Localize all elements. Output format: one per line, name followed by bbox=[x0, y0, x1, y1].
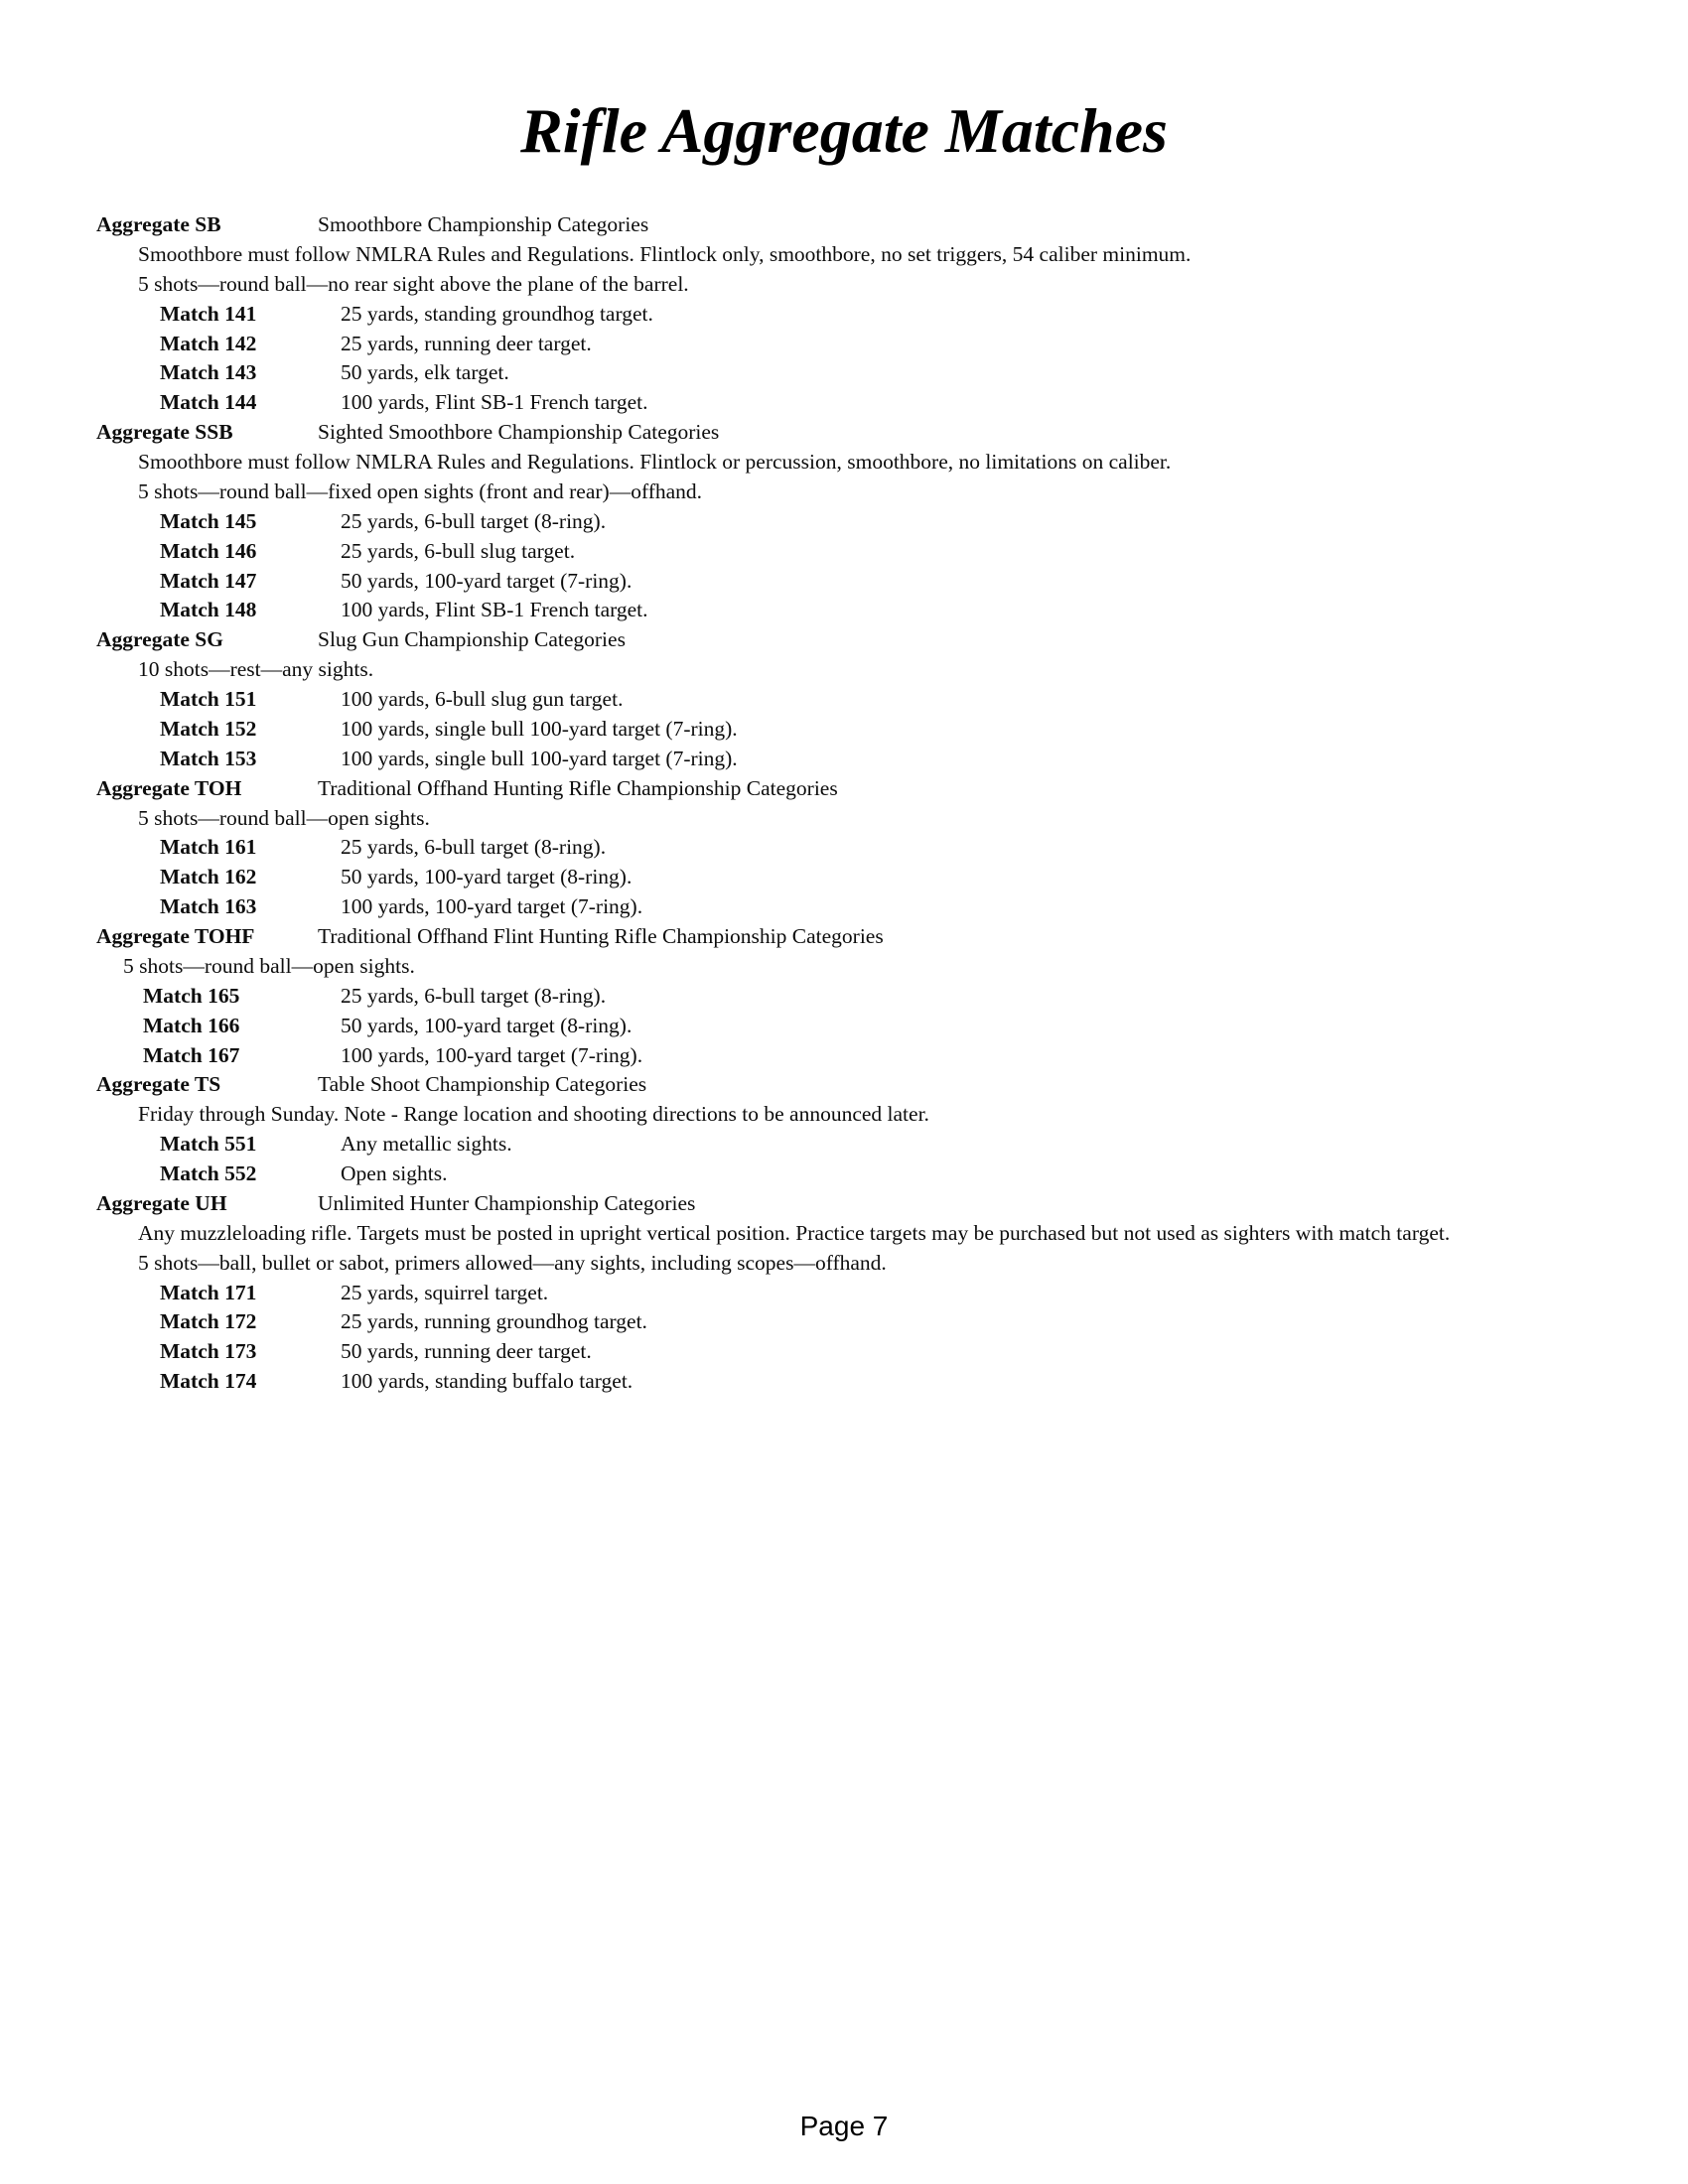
match-row bbox=[96, 300, 1645, 330]
section-code: Aggregate SSB bbox=[96, 420, 233, 445]
match-row bbox=[96, 537, 1645, 567]
match-label: Match 141 bbox=[160, 301, 257, 326]
match-row bbox=[96, 685, 1645, 715]
match-label: Match 166 bbox=[143, 1013, 240, 1037]
page-title: Rifle Aggregate Matches bbox=[520, 95, 1168, 166]
match-row bbox=[96, 1012, 1645, 1041]
match-row bbox=[96, 330, 1645, 359]
match-label: Match 174 bbox=[160, 1369, 257, 1394]
section-category: Slug Gun Championship Categories bbox=[318, 627, 626, 652]
match-label: Match 152 bbox=[160, 716, 257, 741]
match-label: Match 148 bbox=[160, 598, 257, 622]
section-note: 5 shots—round ball—open sights. bbox=[123, 953, 415, 978]
section-code: Aggregate TOH bbox=[96, 775, 242, 800]
match-row bbox=[96, 358, 1645, 388]
section-header bbox=[96, 1189, 1645, 1219]
match-label: Match 163 bbox=[160, 894, 257, 919]
section-code: Aggregate UH bbox=[96, 1190, 227, 1215]
match-desc: 100 yards, Flint SB-1 French target. bbox=[341, 598, 648, 622]
section-aggregate-sb bbox=[96, 210, 1645, 418]
match-desc: 50 yards, running deer target. bbox=[341, 1339, 592, 1364]
match-desc: 50 yards, 100-yard target (8-ring). bbox=[341, 1013, 633, 1037]
section-code: Aggregate TOHF bbox=[96, 924, 255, 948]
match-desc: 100 yards, 6-bull slug gun target. bbox=[341, 687, 624, 711]
match-row bbox=[96, 388, 1645, 418]
section-aggregate-toh bbox=[96, 774, 1645, 922]
section-note: Smoothbore must follow NMLRA Rules and Regulations. Flintlock only, smoothbore, no set triggers, 54 caliber minimum. bbox=[138, 241, 1192, 266]
section-header bbox=[96, 1070, 1645, 1100]
match-row bbox=[96, 745, 1645, 774]
match-row bbox=[96, 596, 1645, 625]
match-row bbox=[96, 1041, 1645, 1071]
section-note: 5 shots—round ball—fixed open sights (front and rear)—offhand. bbox=[138, 478, 703, 503]
match-desc: 50 yards, elk target. bbox=[341, 360, 509, 385]
match-desc: 50 yards, 100-yard target (8-ring). bbox=[341, 865, 633, 889]
match-desc: 25 yards, squirrel target. bbox=[341, 1280, 549, 1304]
section-aggregate-tohf bbox=[96, 922, 1645, 1070]
section-header bbox=[96, 774, 1645, 804]
match-label: Match 143 bbox=[160, 360, 257, 385]
match-desc: 25 yards, running deer target. bbox=[341, 331, 592, 355]
match-row bbox=[96, 1160, 1645, 1189]
section-note: Smoothbore must follow NMLRA Rules and Regulations. Flintlock or percussion, smoothbore, no limitations on caliber. bbox=[138, 450, 1172, 474]
match-label: Match 153 bbox=[160, 746, 257, 770]
section-code: Aggregate SB bbox=[96, 212, 221, 236]
match-label: Match 173 bbox=[160, 1339, 257, 1364]
section-header bbox=[96, 418, 1645, 448]
section-aggregate-ts bbox=[96, 1070, 1645, 1189]
section-header bbox=[96, 625, 1645, 655]
section-note: 5 shots—round ball—open sights. bbox=[138, 805, 430, 830]
match-label: Match 172 bbox=[160, 1309, 257, 1334]
match-label: Match 551 bbox=[160, 1132, 257, 1157]
section-code: Aggregate SG bbox=[96, 627, 223, 652]
match-row bbox=[96, 982, 1645, 1012]
match-label: Match 161 bbox=[160, 835, 257, 860]
match-label: Match 165 bbox=[143, 983, 240, 1008]
match-desc: Open sights. bbox=[341, 1161, 448, 1185]
section-category: Table Shoot Championship Categories bbox=[318, 1072, 647, 1097]
section-header bbox=[96, 210, 1645, 240]
match-desc: Any metallic sights. bbox=[341, 1132, 512, 1157]
section-note: 5 shots—round ball—no rear sight above the plane of the barrel. bbox=[138, 271, 689, 296]
match-label: Match 146 bbox=[160, 538, 257, 563]
match-label: Match 142 bbox=[160, 331, 257, 355]
section-category: Unlimited Hunter Championship Categories bbox=[318, 1190, 696, 1215]
match-label: Match 147 bbox=[160, 568, 257, 593]
section-header bbox=[96, 922, 1645, 952]
section-note: 10 shots—rest—any sights. bbox=[138, 657, 374, 682]
match-label: Match 145 bbox=[160, 508, 257, 533]
match-row bbox=[96, 1279, 1645, 1308]
document-body bbox=[96, 210, 1645, 1397]
section-note: Any muzzleloading rifle. Targets must be posted in upright vertical position. Practice targets may be purchased but not used as sighters with match target. bbox=[138, 1220, 1451, 1245]
match-row bbox=[96, 715, 1645, 745]
match-desc: 100 yards, single bull 100-yard target (7-ring). bbox=[341, 716, 738, 741]
match-desc: 100 yards, 100-yard target (7-ring). bbox=[341, 1042, 643, 1067]
match-label: Match 144 bbox=[160, 390, 257, 415]
match-row bbox=[96, 1307, 1645, 1337]
match-desc: 50 yards, 100-yard target (7-ring). bbox=[341, 568, 633, 593]
match-desc: 25 yards, 6-bull target (8-ring). bbox=[341, 983, 607, 1008]
section-category: Traditional Offhand Hunting Rifle Championship Categories bbox=[318, 775, 838, 800]
section-category: Smoothbore Championship Categories bbox=[318, 212, 649, 236]
match-label: Match 167 bbox=[143, 1042, 240, 1067]
section-category: Sighted Smoothbore Championship Categories bbox=[318, 420, 720, 445]
match-label: Match 151 bbox=[160, 687, 257, 711]
match-desc: 100 yards, single bull 100-yard target (7-ring). bbox=[341, 746, 738, 770]
match-desc: 25 yards, standing groundhog target. bbox=[341, 301, 653, 326]
match-row bbox=[96, 833, 1645, 863]
match-desc: 25 yards, 6-bull target (8-ring). bbox=[341, 508, 607, 533]
section-aggregate-sg bbox=[96, 625, 1645, 773]
match-row bbox=[96, 1130, 1645, 1160]
match-label: Match 162 bbox=[160, 865, 257, 889]
section-aggregate-uh bbox=[96, 1189, 1645, 1397]
section-category: Traditional Offhand Flint Hunting Rifle Championship Categories bbox=[318, 924, 884, 948]
match-desc: 100 yards, Flint SB-1 French target. bbox=[341, 390, 648, 415]
match-label: Match 552 bbox=[160, 1161, 257, 1185]
match-desc: 100 yards, standing buffalo target. bbox=[341, 1369, 633, 1394]
match-desc: 25 yards, running groundhog target. bbox=[341, 1309, 647, 1334]
match-row bbox=[96, 567, 1645, 597]
match-label: Match 171 bbox=[160, 1280, 257, 1304]
match-row bbox=[96, 863, 1645, 892]
section-aggregate-ssb bbox=[96, 418, 1645, 625]
section-note: Friday through Sunday. Note - Range location and shooting directions to be announced later. bbox=[138, 1102, 929, 1127]
match-row bbox=[96, 1337, 1645, 1367]
section-code: Aggregate TS bbox=[96, 1072, 221, 1097]
match-desc: 25 yards, 6-bull target (8-ring). bbox=[341, 835, 607, 860]
match-desc: 100 yards, 100-yard target (7-ring). bbox=[341, 894, 643, 919]
section-note: 5 shots—ball, bullet or sabot, primers allowed—any sights, including scopes—offhand. bbox=[138, 1250, 887, 1275]
match-row bbox=[96, 892, 1645, 922]
match-row bbox=[96, 1367, 1645, 1397]
page-number: Page 7 bbox=[799, 2111, 889, 2141]
match-row bbox=[96, 507, 1645, 537]
match-desc: 25 yards, 6-bull slug target. bbox=[341, 538, 576, 563]
